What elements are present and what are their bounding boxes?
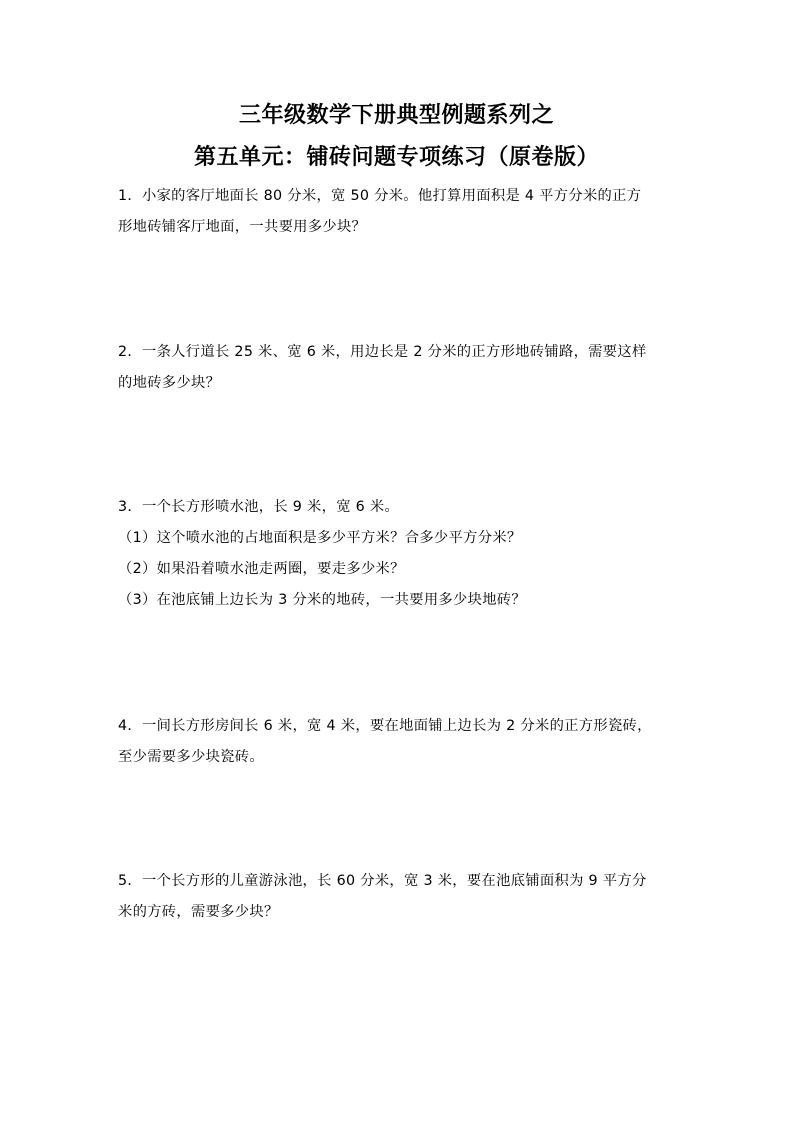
question-5-line-2: 米的方砖，需要多少块？: [118, 904, 279, 920]
question-1-line-2: 形地砖铺客厅地面，一共要用多少块？: [118, 219, 367, 235]
page-title: 三年级数学下册典型例题系列之: [238, 103, 554, 128]
page-subtitle: 第五单元：铺砖问题专项练习（原卷版）: [193, 145, 599, 170]
question-1-line-1: 1．小家的客厅地面长 80 分米，宽 50 分米。他打算用面积是 4 平方分米的正方: [118, 188, 642, 204]
question-3-sub-2: （2）如果沿着喷水池走两圈，要走多少米？: [118, 561, 405, 577]
question-4-line-2: 至少需要多少块瓷砖。: [118, 749, 264, 765]
question-3-line-1: 3．一个长方形喷水池，长 9 米，宽 6 米。: [118, 499, 400, 515]
question-2-line-2: 的地砖多少块？: [118, 375, 221, 391]
question-3-sub-3: （3）在池底铺上边长为 3 分米的地砖，一共要用多少块地砖？: [118, 592, 526, 608]
question-4-line-1: 4．一间长方形房间长 6 米，宽 4 米，要在地面铺上边长为 2 分米的正方形瓷砖，: [118, 718, 652, 734]
question-2-line-1: 2．一条人行道长 25 米、宽 6 米，用边长是 2 分米的正方形地砖铺路，需要这样: [118, 344, 647, 360]
question-3-sub-1: （1）这个喷水池的占地面积是多少平方米？合多少平方分米？: [118, 530, 522, 546]
question-5-line-1: 5．一个长方形的儿童游泳池，长 60 分米，宽 3 米，要在池底铺面积为 9 平方分: [118, 873, 647, 889]
